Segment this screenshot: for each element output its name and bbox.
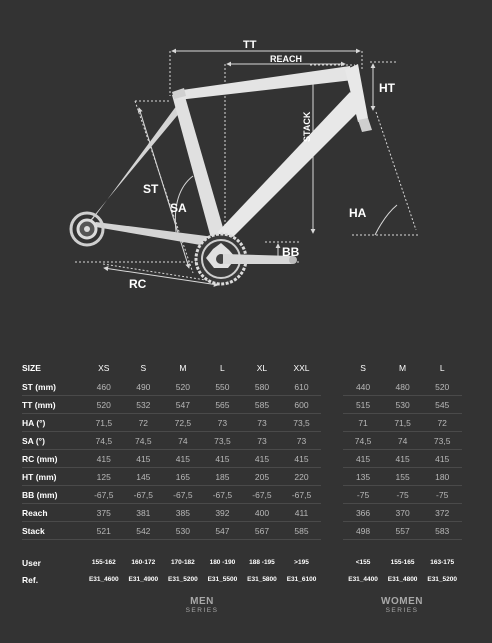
table-cell: -67,5 <box>242 486 282 504</box>
table-cell: 415 <box>242 450 282 468</box>
table-cell: 415 <box>124 450 164 468</box>
table-cell: 220 <box>282 468 322 486</box>
table-cell: -67,5 <box>203 486 243 504</box>
table-cell: 415 <box>84 450 124 468</box>
table-cell: 163-175 <box>430 559 455 566</box>
table-cell: 135 <box>343 468 383 486</box>
ref-row <box>22 571 462 588</box>
table-cell: E31_4900 <box>128 576 159 583</box>
size-header: SIZE <box>22 363 41 373</box>
rc-label: RC <box>129 277 147 291</box>
men-series-subtitle: SERIES <box>185 607 219 614</box>
table-cell: 565 <box>203 396 243 414</box>
table-row <box>22 450 462 468</box>
table-cell: 530 <box>383 396 423 414</box>
women-series-title: WOMEN <box>381 596 423 607</box>
table-cell: 460 <box>84 378 124 396</box>
row-label: TT (mm) <box>22 396 84 414</box>
table-cell: 170-182 <box>170 559 195 566</box>
table-cell: 366 <box>343 504 383 522</box>
men-series-label <box>180 596 224 614</box>
table-cell: <155 <box>355 559 371 566</box>
table-cell: 73 <box>203 414 243 432</box>
women-size-header: M <box>399 363 407 373</box>
table-cell: 480 <box>383 378 423 396</box>
table-row <box>22 486 462 504</box>
reach-label: REACH <box>270 54 303 64</box>
men-size-header: M <box>179 363 187 373</box>
row-label: Ref. <box>22 574 39 585</box>
table-cell: 180 -190 <box>209 559 236 566</box>
table-cell: -67,5 <box>124 486 164 504</box>
table-cell: 520 <box>163 378 203 396</box>
table-cell: 74 <box>163 432 203 450</box>
table-cell: 71 <box>343 414 383 432</box>
table-cell: E31_4400 <box>348 576 378 583</box>
table-cell: 515 <box>343 396 383 414</box>
table-cell: E31_4600 <box>88 576 119 583</box>
table-cell: 498 <box>343 522 383 540</box>
table-cell: 532 <box>124 396 164 414</box>
table-cell: 415 <box>383 450 423 468</box>
table-cell: 205 <box>242 468 282 486</box>
table-cell: 73,5 <box>282 414 322 432</box>
table-cell: 74 <box>383 432 423 450</box>
table-cell: >195 <box>294 559 309 566</box>
table-cell: 550 <box>203 378 243 396</box>
table-cell: 440 <box>343 378 383 396</box>
ha-label: HA <box>349 206 367 220</box>
row-label: User <box>22 557 41 568</box>
table-cell: 545 <box>422 396 462 414</box>
women-series-subtitle: SERIES <box>385 607 419 614</box>
table-cell: 74,5 <box>84 432 124 450</box>
table-cell: 547 <box>203 522 243 540</box>
table-cell: 145 <box>124 468 164 486</box>
row-label: RC (mm) <box>22 450 84 468</box>
table-cell: 415 <box>343 450 383 468</box>
table-cell: 155 <box>383 468 423 486</box>
table-cell: 520 <box>84 396 124 414</box>
table-cell: 72 <box>422 414 462 432</box>
table-cell: 73 <box>242 432 282 450</box>
table-cell: 392 <box>203 504 243 522</box>
men-series-title: MEN <box>190 596 214 607</box>
men-size-header: XL <box>256 363 268 373</box>
sa-label: SA <box>170 201 187 215</box>
men-size-header: XXL <box>293 363 310 373</box>
table-cell: 73 <box>282 432 322 450</box>
table-cell: 547 <box>163 396 203 414</box>
row-label: HA (°) <box>22 414 84 432</box>
table-cell: 415 <box>163 450 203 468</box>
row-label: HT (mm) <box>22 468 84 486</box>
table-cell: 567 <box>242 522 282 540</box>
table-cell: 188 -195 <box>249 559 275 566</box>
table-cell: 180 <box>422 468 462 486</box>
stack-label: STACK <box>302 111 312 142</box>
table-row <box>22 396 462 414</box>
table-cell: 557 <box>383 522 423 540</box>
table-cell: E31_5800 <box>247 576 277 583</box>
table-cell: 71,5 <box>84 414 124 432</box>
table-cell: 72,5 <box>163 414 203 432</box>
table-cell: 520 <box>422 378 462 396</box>
table-row <box>22 414 462 432</box>
table-cell: 165 <box>163 468 203 486</box>
row-label: SA (°) <box>22 432 84 450</box>
table-cell: 585 <box>242 396 282 414</box>
table-cell: 155-165 <box>390 559 415 566</box>
table-cell: 381 <box>124 504 164 522</box>
table-cell: 385 <box>163 504 203 522</box>
table-cell: 600 <box>282 396 322 414</box>
user-row <box>22 554 462 571</box>
women-series-label <box>372 596 432 614</box>
table-cell: 580 <box>242 378 282 396</box>
table-cell: 585 <box>282 522 322 540</box>
table-cell: -67,5 <box>163 486 203 504</box>
table-cell: 411 <box>282 504 322 522</box>
table-cell: -67,5 <box>282 486 322 504</box>
table-row <box>22 432 462 450</box>
table-cell: -75 <box>383 486 423 504</box>
tt-label: TT <box>243 39 257 51</box>
row-label: Stack <box>22 522 84 540</box>
table-row <box>22 504 462 522</box>
table-cell: 155-162 <box>91 559 116 566</box>
table-cell: 542 <box>124 522 164 540</box>
table-cell: E31_5500 <box>207 576 238 583</box>
table-cell: 125 <box>84 468 124 486</box>
table-cell: 530 <box>163 522 203 540</box>
table-cell: 415 <box>203 450 243 468</box>
table-cell: 72 <box>124 414 164 432</box>
geometry-table <box>22 358 462 588</box>
table-cell: -75 <box>343 486 383 504</box>
bb-label: BB <box>282 245 300 259</box>
table-cell: 521 <box>84 522 124 540</box>
men-size-header: XS <box>98 363 110 373</box>
table-cell: 160-172 <box>131 559 156 566</box>
row-label: ST (mm) <box>22 378 84 396</box>
table-cell: 74,5 <box>124 432 164 450</box>
table-cell: 610 <box>282 378 322 396</box>
row-label: Reach <box>22 504 84 522</box>
bike-frame <box>71 64 372 284</box>
table-cell: 73 <box>242 414 282 432</box>
men-size-header: S <box>140 363 147 373</box>
table-cell: 73,5 <box>203 432 243 450</box>
table-cell: -67,5 <box>84 486 124 504</box>
table-row <box>22 468 462 486</box>
row-label: BB (mm) <box>22 486 84 504</box>
table-row <box>22 522 462 540</box>
women-size-header: S <box>360 363 366 373</box>
table-cell: 74,5 <box>343 432 383 450</box>
table-row <box>22 378 462 396</box>
table-cell: E31_5200 <box>168 576 198 583</box>
table-header-row <box>22 358 462 378</box>
table-cell: -75 <box>422 486 462 504</box>
men-size-header: L <box>220 363 225 373</box>
table-cell: 185 <box>203 468 243 486</box>
table-cell: 372 <box>422 504 462 522</box>
ht-label: HT <box>379 81 395 95</box>
table-cell: 583 <box>422 522 462 540</box>
table-cell: E31_6100 <box>286 576 317 583</box>
table-cell: 415 <box>422 450 462 468</box>
table-cell: 73,5 <box>422 432 462 450</box>
st-label: ST <box>143 182 159 196</box>
table-cell: 375 <box>84 504 124 522</box>
table-cell: 71,5 <box>383 414 423 432</box>
table-cell: E31_4800 <box>387 576 418 583</box>
table-cell: 415 <box>282 450 322 468</box>
women-size-header: L <box>439 363 445 373</box>
table-cell: 400 <box>242 504 282 522</box>
table-cell: E31_5200 <box>427 576 457 583</box>
table-cell: 490 <box>124 378 164 396</box>
table-cell: 370 <box>383 504 423 522</box>
